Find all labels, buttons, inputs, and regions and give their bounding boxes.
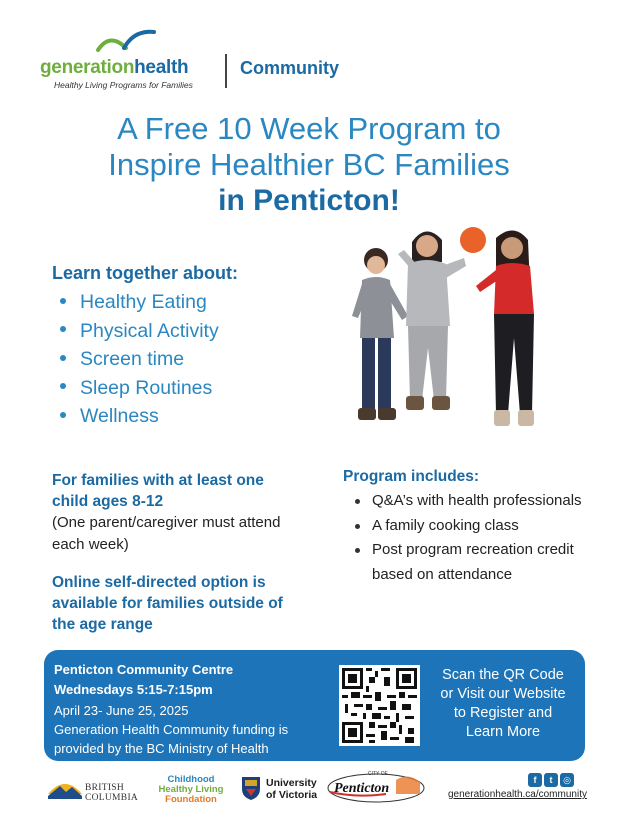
families-eligibility: For families with at least one child ages 8-12 (52, 472, 264, 510)
headline-line-2: Inspire Healthier BC Families (108, 147, 510, 182)
bullet-icon (60, 326, 66, 332)
banner-funding-line-1: Generation Health Community funding is (54, 722, 289, 737)
bc-line-2: COLUMBIA (85, 793, 139, 803)
program-list (355, 489, 595, 587)
banner-time: Wednesdays 5:15-7:15pm (54, 682, 213, 697)
scan-line-1: Scan the QR Code (442, 667, 564, 683)
learn-item-label: Healthy Eating (80, 291, 207, 313)
logo-swoosh-icon (96, 28, 156, 58)
facebook-icon[interactable]: f (528, 773, 542, 787)
scan-line-3: to Register and (453, 705, 553, 721)
bullet-icon (60, 383, 66, 389)
uvic-line-1: University (266, 777, 317, 789)
learn-list-item (60, 345, 219, 374)
scan-line-4: Learn More (465, 724, 541, 740)
logo-tagline: Healthy Living Programs for Families (54, 80, 193, 90)
scan-instructions (428, 666, 578, 742)
learn-list (60, 288, 219, 431)
woman-figure (398, 231, 466, 410)
twitter-icon[interactable]: t (544, 773, 558, 787)
child-line-3: Foundation (165, 794, 217, 805)
uvic-text (266, 777, 317, 801)
learn-item-label: Wellness (80, 405, 159, 427)
qr-code-icon[interactable] (339, 665, 420, 746)
penticton-small-label: CITY OF (368, 771, 388, 777)
online-option: Online self-directed option is available for families outside of the age range (52, 574, 283, 633)
generation-health-logo (40, 57, 188, 79)
learn-item-label: Screen time (80, 348, 185, 370)
banner-funding-line-2: provided by the BC Ministry of Health (54, 741, 269, 756)
families-note: (One parent/caregiver must attend each week) (52, 514, 281, 553)
learn-list-item (60, 402, 219, 431)
childhood-healthy-living-logo (153, 775, 229, 805)
british-columbia-text (85, 783, 138, 803)
child-line-1: Childhood (167, 774, 215, 785)
family-photo (338, 218, 558, 440)
banner-venue: Penticton Community Centre (54, 662, 234, 677)
city-of-penticton-logo (326, 768, 426, 804)
girl-figure (476, 230, 534, 426)
scan-line-2: or Visit our Website (440, 686, 566, 702)
headline-line-1: A Free 10 Week Program to (117, 111, 501, 146)
program-list-item: Q&A’s with health professionals (355, 489, 595, 514)
bullet-icon (60, 355, 66, 361)
learn-list-item (60, 374, 219, 403)
instagram-icon[interactable]: ◎ (560, 773, 574, 787)
program-list-item: A family cooking class (355, 514, 595, 539)
headline-line-3: in Penticton! (218, 184, 400, 217)
penticton-label: Penticton (334, 781, 390, 796)
child-line-2: Healthy Living (158, 784, 224, 795)
program-title: Program includes: (343, 468, 480, 485)
learn-list-item (60, 317, 219, 346)
boy-figure (352, 248, 408, 420)
learn-item-label: Physical Activity (80, 319, 219, 342)
header-section-label: Community (240, 58, 339, 78)
bullet-icon (60, 298, 66, 304)
banner-dates: April 23- June 25, 2025 (54, 703, 189, 718)
ball-icon (460, 227, 486, 253)
program-list-item: Post program recreation credit based on attendance (355, 538, 595, 587)
british-columbia-logo-icon (46, 776, 84, 802)
social-links (528, 770, 576, 788)
bullet-icon (60, 412, 66, 418)
learn-item-label: Sleep Routines (80, 376, 213, 399)
website-link[interactable]: generationhealth.ca/community (448, 789, 587, 800)
learn-title: Learn together about: (52, 263, 239, 283)
bc-line-1: BRITISH (85, 783, 125, 793)
learn-list-item (60, 288, 219, 317)
uvic-crest-icon (240, 775, 262, 801)
header-divider (225, 54, 227, 88)
logo-word-health: health (134, 57, 189, 78)
logo-word-generation: generation (40, 57, 135, 78)
uvic-line-2: of Victoria (266, 789, 318, 801)
